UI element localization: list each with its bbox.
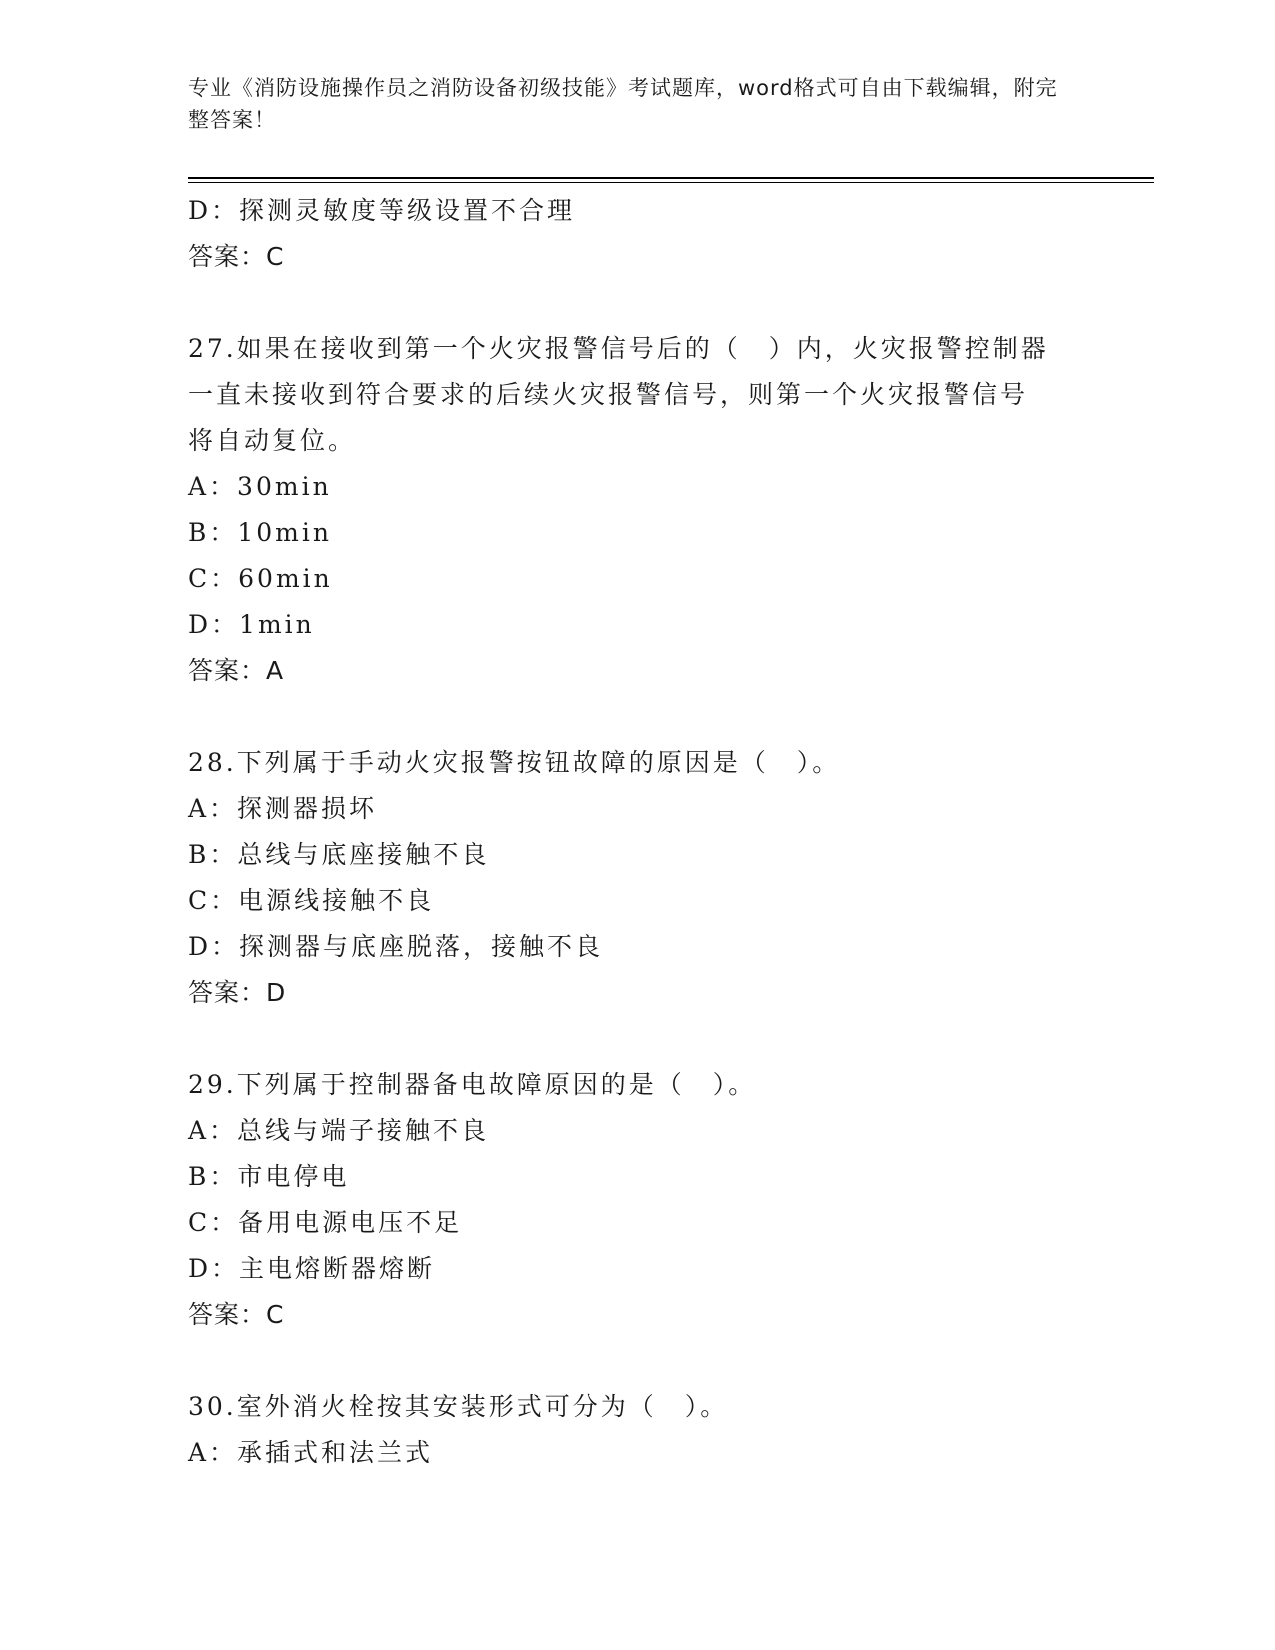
previous-answer: 答案：C [188,242,285,271]
question-stem-line: 将自动复位。 [188,426,357,455]
previous-option-d: D：探测灵敏度等级设置不合理 [188,196,576,225]
option-d: D：主电熔断器熔断 [188,1254,436,1283]
question-28 [188,740,1088,1016]
question-stem-line: 29.下列属于控制器备电故障原因的是（ ）。 [188,1070,757,1099]
option-a: A：30min [188,472,332,501]
option-a: A：承插式和法兰式 [188,1438,434,1467]
spacer [188,280,1088,326]
spacer [188,1338,1088,1384]
question-content [188,188,1088,1476]
option-a: A：总线与端子接触不良 [188,1116,490,1145]
question-stem-line: 30.室外消火栓按其安装形式可分为（ ）。 [188,1392,729,1421]
header-rule-thick [188,177,1154,179]
question-30 [188,1384,1088,1476]
spacer [188,694,1088,740]
header-rule-thin [188,182,1154,183]
question-stem-line: 27.如果在接收到第一个火灾报警信号后的（ ）内，火灾报警控制器 [188,334,1049,363]
option-c: C：60min [188,564,333,593]
option-d: D：探测器与底座脱落，接触不良 [188,932,604,961]
option-c: C：备用电源电压不足 [188,1208,463,1237]
option-b: B：10min [188,518,332,547]
option-d: D：1min [188,610,315,639]
answer: 答案：C [188,1300,285,1329]
option-a: A：探测器损坏 [188,794,378,823]
option-b: B：总线与底座接触不良 [188,840,490,869]
answer: 答案：D [188,978,287,1007]
option-c: C：电源线接触不良 [188,886,435,915]
document-header: 专业《消防设施操作员之消防设备初级技能》考试题库，word格式可自由下载编辑，附完整答案！ [188,76,1058,132]
spacer [188,1016,1088,1062]
question-27 [188,326,1088,694]
option-b: B：市电停电 [188,1162,350,1191]
question-29 [188,1062,1088,1338]
question-stem-line: 28.下列属于手动火灾报警按钮故障的原因是（ ）。 [188,748,841,777]
question-stem-line: 一直未接收到符合要求的后续火灾报警信号，则第一个火灾报警信号 [188,380,1029,409]
answer: 答案：A [188,656,285,685]
